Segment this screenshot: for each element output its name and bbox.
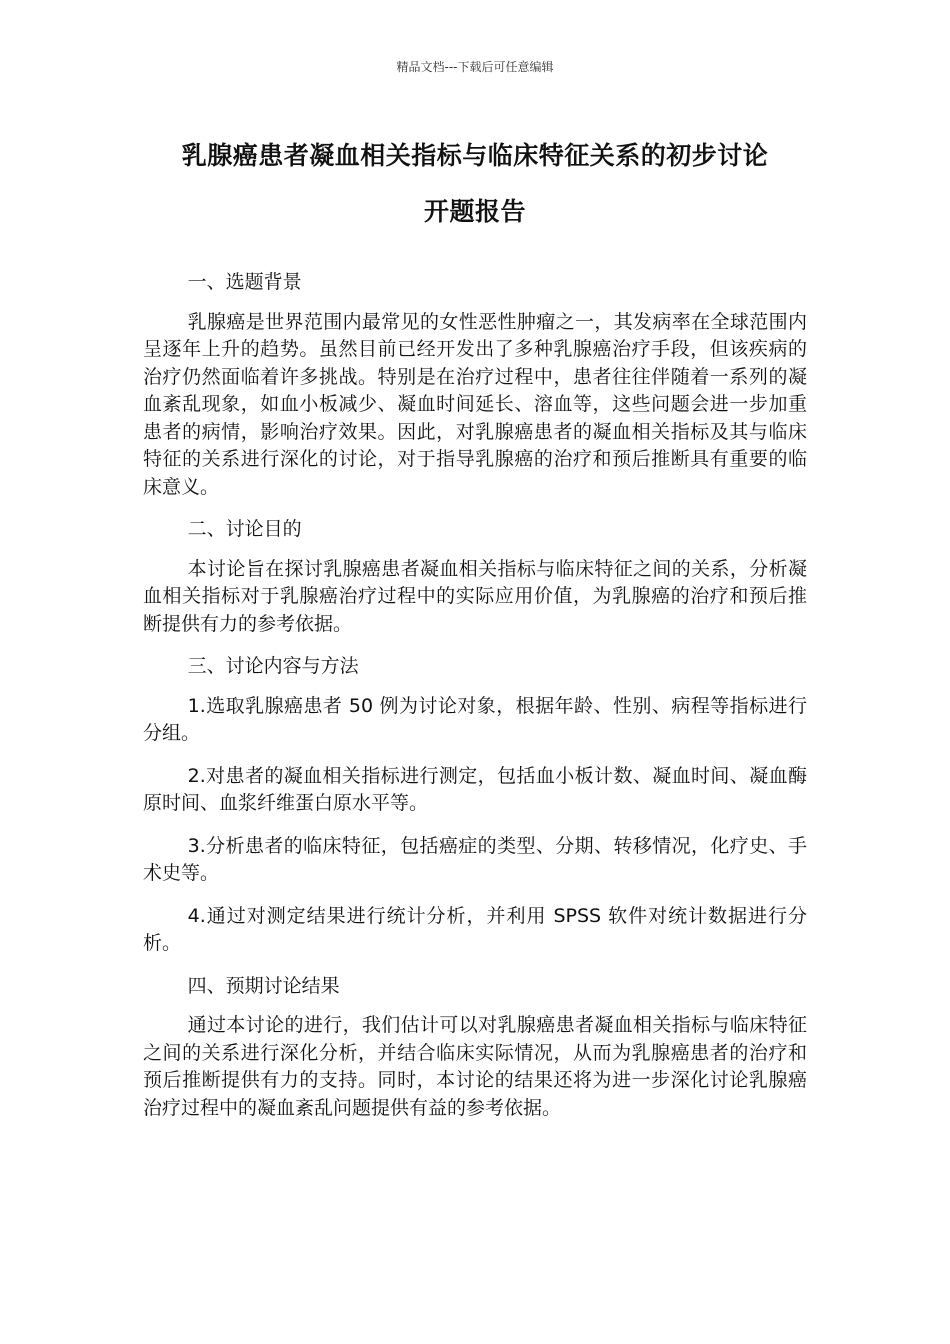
document-title [130, 128, 820, 240]
document-body [143, 269, 807, 1137]
method-item-4: 4.通过对测定结果进行统计分析，并利用 SPSS 软件对统计数据进行分析。 [143, 904, 807, 954]
section-heading-background: 一、选题背景 [187, 271, 302, 293]
section-paragraph: 通过本讨论的进行，我们估计可以对乳腺癌患者凝血相关指标与临床特征之间的关系进行深化分析，并结合临床实际情况，从而为乳腺癌患者的治疗和预后推断提供有力的支持。同时，本讨论的结果还将为进一步深化讨论乳腺癌治疗过程中的凝血紊乱问题提供有益的参考依据。 [143, 1014, 807, 1119]
method-item-3: 3.分析患者的临床特征，包括癌症的类型、分期、转移情况，化疗史、手术史等。 [143, 834, 807, 884]
title-line-2: 开题报告 [423, 197, 526, 226]
section-heading-purpose: 二、讨论目的 [187, 518, 302, 540]
section-paragraph: 乳腺癌是世界范围内最常见的女性恶性肿瘤之一，其发病率在全球范围内呈逐年上升的趋势。虽然目前已经开发出了多种乳腺癌治疗手段，但该疾病的治疗仍然面临着许多挑战。特别是在治疗过程中，患者往往伴随着一系列的凝血紊乱现象，如血小板减少、凝血时间延长、溶血等，这些问题会进一步加重患者的病情，影响治疗效果。因此，对乳腺癌患者的凝血相关指标及其与临床特征的关系进行深化的讨论，对于指导乳腺癌的治疗和预后推断具有重要的临床意义。 [143, 310, 807, 498]
method-item-1: 1.选取乳腺癌患者 50 例为讨论对象，根据年龄、性别、病程等指标进行分组。 [143, 694, 807, 744]
section-heading-methods: 三、讨论内容与方法 [187, 655, 359, 677]
header-note: 精品文档---下载后可任意编辑 [396, 60, 554, 74]
method-item-2: 2.对患者的凝血相关指标进行测定，包括血小板计数、凝血时间、凝血酶原时间、血浆纤维蛋白原水平等。 [143, 764, 807, 814]
section-heading-expected-results: 四、预期讨论结果 [187, 974, 340, 997]
section-paragraph: 本讨论旨在探讨乳腺癌患者凝血相关指标与临床特征之间的关系，分析凝血相关指标对于乳腺癌治疗过程中的实际应用价值，为乳腺癌的治疗和预后推断提供有力的参考依据。 [143, 557, 807, 635]
title-line-1: 乳腺癌患者凝血相关指标与临床特征关系的初步讨论 [181, 141, 769, 170]
